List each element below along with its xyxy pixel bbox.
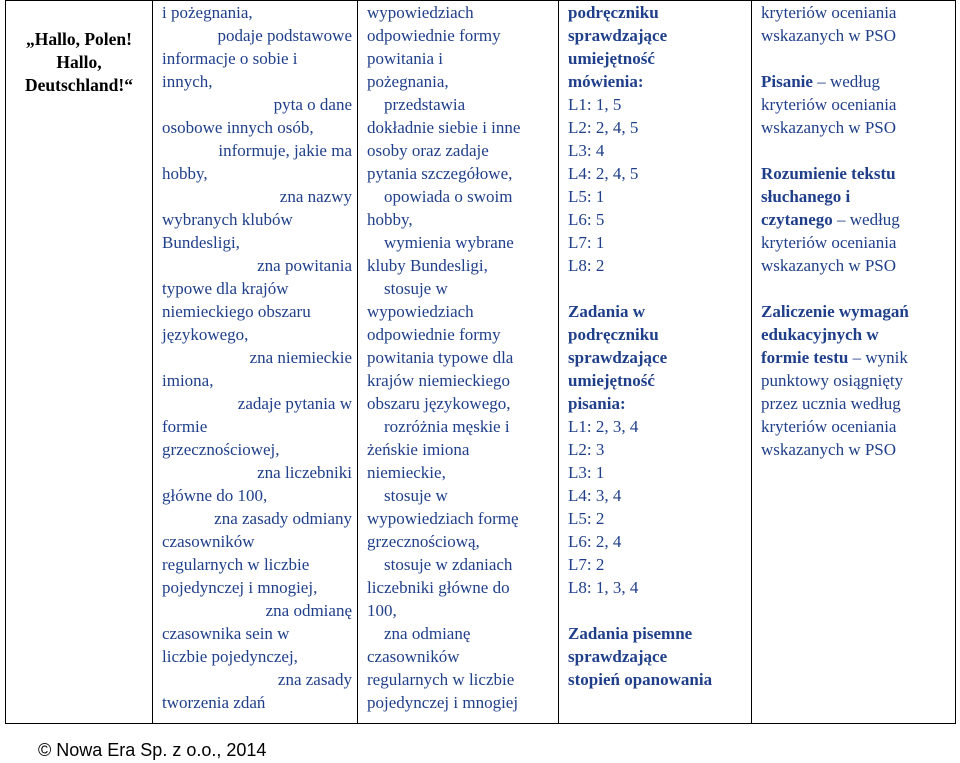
requirement-line: hobby, [162,164,208,183]
extended-requirements-list [358,1,558,714]
requirement-line: wybranych klubów [162,210,293,229]
requirement-line: pożegnania, [367,72,449,91]
requirement-line: Bundesligi, [162,233,240,252]
assessment-list [752,1,955,461]
writing-label: Pisanie [761,72,813,91]
written-tasks-heading: stopień opanowania [568,670,713,689]
speaking-heading: podręczniku [568,3,659,22]
requirement-line: rozróżnia męskie i [367,417,510,436]
writing-heading: Zadania w [568,302,645,321]
test-label: formie testu [761,348,849,367]
requirement-line: zna zasady [260,670,352,689]
unit-title-line: „Hallo, Polen! [26,29,132,49]
speaking-task: L7: 1 [568,233,605,252]
unit-title-line: Deutschland!“ [25,75,133,95]
requirement-line: czasownika sein w [162,624,290,643]
requirement-line: obszaru językowego, [367,394,511,413]
speaking-task: L1: 1, 5 [568,95,622,114]
speaking-heading: sprawdzające [568,26,668,45]
requirement-line: przedstawia [367,95,466,114]
writing-task: L6: 2, 4 [568,532,622,551]
requirement-line: kluby Bundesligi, [367,256,488,275]
assessment-text: kryteriów oceniania [761,3,897,22]
writing-heading: sprawdzające [568,348,668,367]
requirement-line: 100, [367,601,397,620]
assessment-text: wskazanych w PSO [761,440,897,459]
tasks-cell [559,1,752,724]
writing-task: L8: 1, 3, 4 [568,578,639,597]
assessment-text: kryteriów oceniania [761,95,897,114]
requirement-line: informacje o sobie i [162,49,298,68]
curriculum-table [5,0,956,724]
writing-task: L2: 3 [568,440,605,459]
requirement-line: zna odmianę [367,624,471,643]
basic-requirements-list [153,1,357,714]
requirement-line: zna zasady odmiany [197,509,352,528]
requirement-line: wypowiedziach formę [367,509,519,528]
requirement-line: podaje podstawowe [200,26,352,45]
requirement-line: czasowników [162,532,255,551]
extended-requirements-cell [358,1,559,724]
written-tasks-heading: Zadania pisemne [568,624,693,643]
requirement-line: zna odmianę [248,601,352,620]
comprehension-label: słuchanego i [761,187,851,206]
requirement-line: dokładnie siebie i inne [367,118,521,137]
writing-task: L1: 2, 3, 4 [568,417,639,436]
assessment-text: przez ucznia według [761,394,901,413]
writing-heading: pisania: [568,394,626,413]
comprehension-label: Rozumienie tekstu [761,164,896,183]
requirement-line: formie [162,417,208,436]
requirement-line: typowe dla krajów [162,279,289,298]
speaking-task: L3: 4 [568,141,605,160]
writing-task: L3: 1 [568,463,605,482]
unit-title [6,1,152,97]
requirement-line: wypowiedziach [367,302,474,321]
written-tasks-heading: sprawdzające [568,647,668,666]
requirement-line: zna nazwy [262,187,352,206]
requirement-line: powitania typowe dla [367,348,514,367]
assessment-text: – według [832,210,900,229]
speaking-task: L6: 5 [568,210,605,229]
requirement-line: osoby oraz zadaje [367,141,489,160]
requirement-line: regularnych w liczbie [367,670,515,689]
tasks-list [559,1,751,691]
basic-requirements-cell [153,1,358,724]
requirement-line: główne do 100, [162,486,268,505]
speaking-task: L2: 2, 4, 5 [568,118,639,137]
requirement-line: stosuje w [367,279,448,298]
requirement-line: osobowe innych osób, [162,118,314,137]
requirement-line: powitania i [367,49,444,68]
requirement-line: żeńskie imiona [367,440,470,459]
speaking-task: L4: 2, 4, 5 [568,164,639,183]
requirement-line: i pożegnania, [162,3,253,22]
requirement-line: innych, [162,72,213,91]
requirement-line: grzecznościowej, [162,440,280,459]
requirement-line: zna powitania [240,256,352,275]
assessment-text: kryteriów oceniania [761,233,897,252]
requirement-line: hobby, [367,210,413,229]
assessment-text: wskazanych w PSO [761,256,897,275]
speaking-task: L5: 1 [568,187,605,206]
requirement-line: wymienia wybrane [367,233,514,252]
test-label: Zaliczenie wymagań [761,302,909,321]
test-label: edukacyjnych w [761,325,879,344]
requirement-line: opowiada o swoim [367,187,513,206]
assessment-text: punktowy osiągnięty [761,371,904,390]
unit-title-cell [6,1,153,724]
speaking-heading: mówienia: [568,72,644,91]
unit-title-line: Hallo, [56,52,102,72]
requirement-line: zna niemieckie [232,348,352,367]
requirement-line: tworzenia zdań [162,693,266,712]
requirement-line: grzecznościową, [367,532,480,551]
requirement-line: odpowiednie formy [367,26,501,45]
requirement-line: wypowiedziach [367,3,474,22]
requirement-line: liczebniki główne do [367,578,510,597]
requirement-line: językowego, [162,325,249,344]
requirement-line: regularnych w liczbie [162,555,310,574]
assessment-text: kryteriów oceniania [761,417,897,436]
writing-task: L5: 2 [568,509,605,528]
requirement-line: stosuje w zdaniach [367,555,513,574]
requirement-line: pytania szczegółowe, [367,164,513,183]
requirement-line: niemieckie, [367,463,446,482]
requirement-line: czasowników [367,647,460,666]
writing-task: L7: 2 [568,555,605,574]
assessment-text: – według [812,72,880,91]
requirement-line: informuje, jakie ma [201,141,352,160]
writing-heading: podręczniku [568,325,659,344]
requirement-line: zadaje pytania w [220,394,352,413]
writing-heading: umiejętność [568,371,655,390]
assessment-text: wskazanych w PSO [761,118,897,137]
requirement-line: zna liczebniki [240,463,352,482]
comprehension-label: czytanego [761,210,833,229]
requirement-line: niemieckiego obszaru [162,302,311,321]
requirement-line: odpowiednie formy [367,325,501,344]
requirement-line: krajów niemieckiego [367,371,511,390]
requirement-line: pyta o dane [256,95,352,114]
table-row [6,1,956,724]
writing-task: L4: 3, 4 [568,486,622,505]
requirement-line: liczbie pojedynczej, [162,647,298,666]
assessment-cell [752,1,956,724]
requirement-line: pojedynczej i mnogiej, [162,578,318,597]
requirement-line: pojedynczej i mnogiej [367,693,519,712]
speaking-heading: umiejętność [568,49,655,68]
requirement-line: stosuje w [367,486,448,505]
copyright-footer: © Nowa Era Sp. z o.o., 2014 [38,740,267,760]
speaking-task: L8: 2 [568,256,605,275]
assessment-text: – wynik [848,348,908,367]
requirement-line: imiona, [162,371,214,390]
assessment-text: wskazanych w PSO [761,26,897,45]
